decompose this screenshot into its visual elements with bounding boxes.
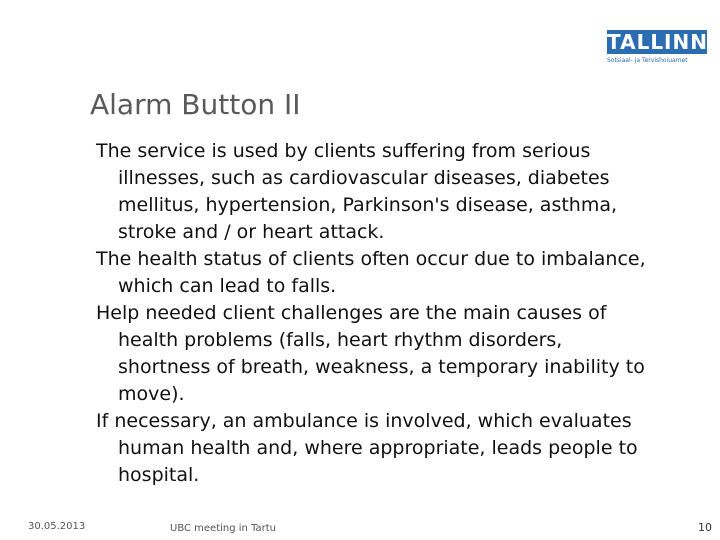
slide-title: Alarm Button II [90, 88, 301, 121]
paragraph-4: If necessary, an ambulance is involved, which evaluates human health and, where appropriate, leads people to hospital. [96, 410, 638, 486]
footer-event: UBC meeting in Tartu [170, 523, 277, 534]
paragraph-2: The health status of clients often occur due to imbalance, which can lead to falls. [96, 248, 646, 297]
tallinn-logo [607, 30, 707, 70]
logo-wordmark: TALLINN [607, 30, 708, 54]
logo-subtitle: Sotsiaal- ja Tervishoiuamet [607, 57, 688, 64]
page-number: 10 [698, 521, 712, 534]
paragraph-3: Help needed client challenges are the main causes of health problems (falls, heart rhythm disorders, shortness of breath, weakness, a temporary inability to move). [96, 302, 645, 405]
paragraph-1: The service is used by clients suffering from serious illnesses, such as cardiovascular diseases, diabetes mellitus, hypertension, Parkinson's disease, asthma, stroke and / or heart attack. [96, 140, 618, 243]
body-text [96, 138, 656, 489]
footer-date: 30.05.2013 [28, 521, 86, 532]
